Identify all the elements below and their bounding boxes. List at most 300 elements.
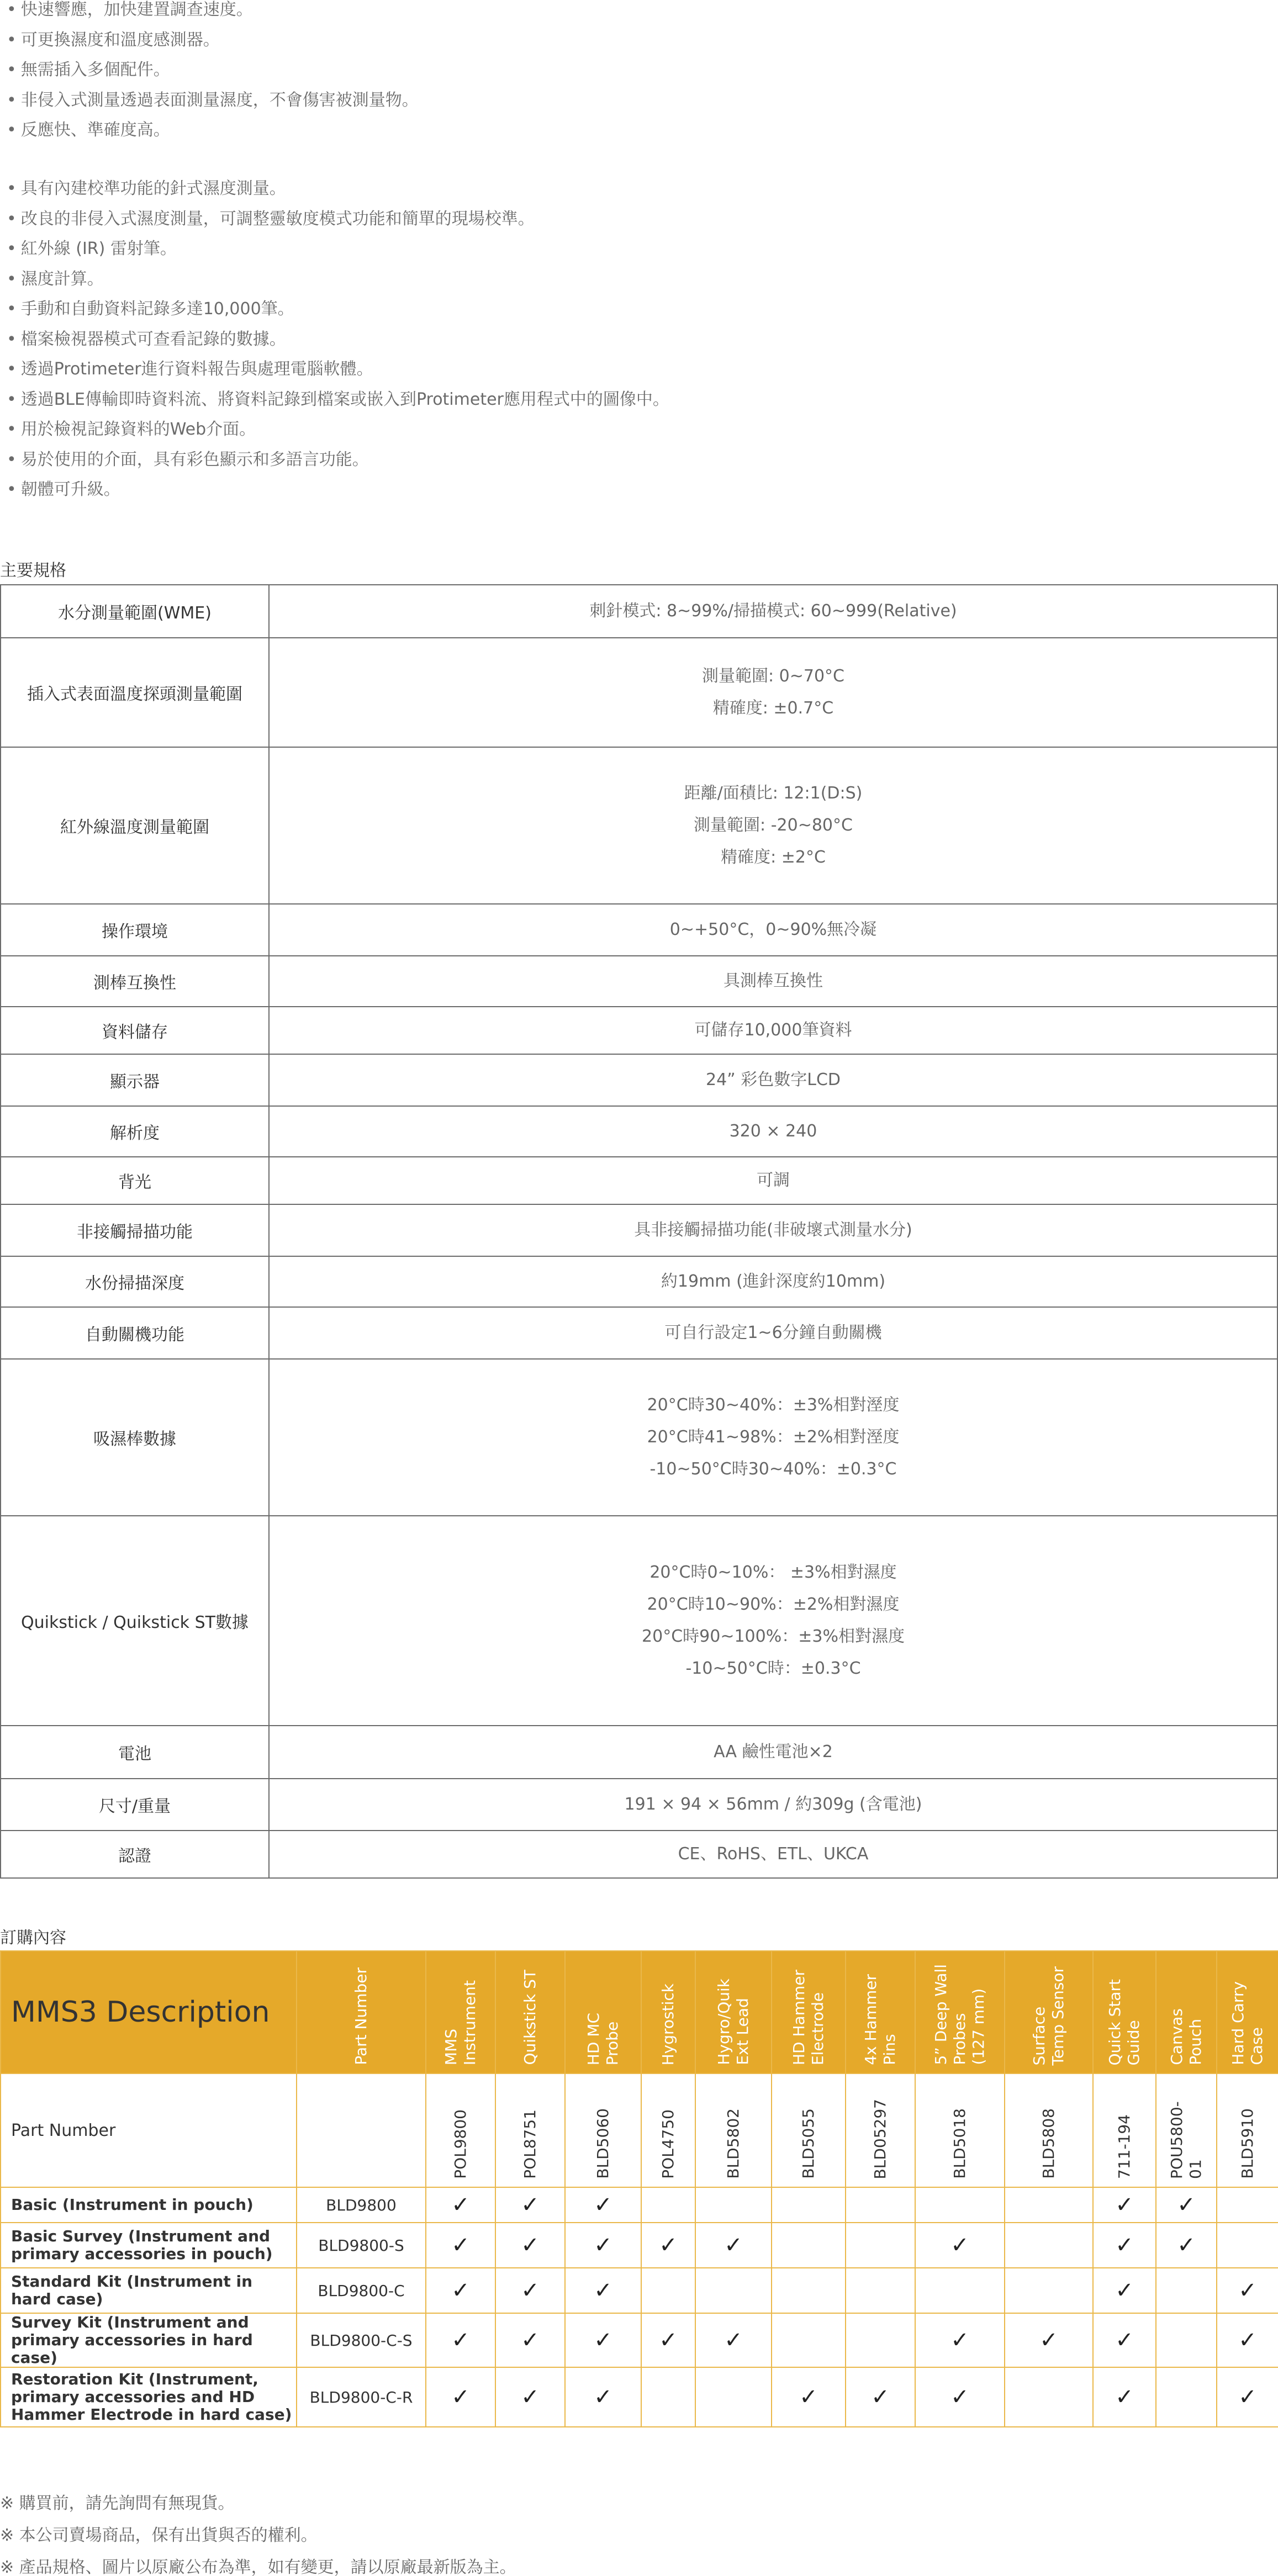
check-icon: ✓ bbox=[594, 2192, 612, 2218]
check-cell bbox=[495, 2268, 565, 2313]
check-cell bbox=[565, 2187, 641, 2223]
note-item: ※ 購買前，請先詢問有無現貨。 bbox=[0, 2494, 235, 2513]
spec-row bbox=[0, 1055, 1278, 1107]
check-icon: ✓ bbox=[1115, 2192, 1134, 2218]
check-cell bbox=[1093, 2223, 1156, 2268]
header-wrap bbox=[297, 1953, 425, 2073]
column-header bbox=[915, 1951, 1005, 2074]
check-icon: ✓ bbox=[521, 2384, 540, 2410]
spec-key: 吸濕棒數據 bbox=[1, 1360, 270, 1515]
check-cell bbox=[641, 2223, 695, 2268]
header-wrap bbox=[1217, 1953, 1278, 2073]
part-number-wrap bbox=[1094, 2076, 1155, 2187]
spec-row bbox=[0, 1831, 1278, 1879]
spec-row bbox=[0, 1360, 1278, 1516]
bullet-dot: • bbox=[7, 90, 17, 110]
spec-key: 操作環境 bbox=[1, 904, 270, 955]
spec-key: 顯示器 bbox=[1, 1055, 270, 1105]
header-wrap bbox=[642, 1953, 695, 2073]
feature-item bbox=[7, 178, 286, 200]
empty-cell bbox=[297, 2074, 426, 2187]
part-number-cell bbox=[1217, 2074, 1278, 2187]
column-header bbox=[1093, 1951, 1156, 2074]
check-icon: ✓ bbox=[659, 2328, 678, 2353]
part-number-cell bbox=[846, 2074, 915, 2187]
check-cell bbox=[1156, 2268, 1217, 2313]
kit-name: Restoration Kit (Instrument, primary accessories and HD Hammer Electrode in hard case) bbox=[1, 2367, 297, 2427]
spec-value bbox=[270, 1007, 1277, 1054]
column-header bbox=[426, 1951, 495, 2074]
header-wrap bbox=[496, 1953, 564, 2073]
check-cell bbox=[1156, 2313, 1217, 2367]
check-cell bbox=[915, 2367, 1005, 2427]
order-table bbox=[0, 1950, 1278, 2427]
order-row bbox=[1, 2367, 1278, 2427]
feature-item bbox=[7, 479, 120, 501]
bullet-dot: • bbox=[7, 480, 17, 499]
check-cell bbox=[1093, 2187, 1156, 2223]
part-number-wrap bbox=[642, 2076, 695, 2187]
feature-item bbox=[7, 449, 369, 471]
check-cell bbox=[565, 2223, 641, 2268]
header-wrap bbox=[1094, 1953, 1155, 2073]
part-number-cell bbox=[495, 2074, 565, 2187]
check-cell bbox=[495, 2223, 565, 2268]
check-cell bbox=[695, 2223, 772, 2268]
feature-item bbox=[7, 389, 669, 411]
header-wrap bbox=[772, 1953, 845, 2073]
part-number-header-text: Part Number bbox=[352, 1967, 370, 2065]
bullet-dot: • bbox=[7, 239, 17, 258]
check-icon: ✓ bbox=[1115, 2328, 1134, 2353]
column-header-text: Hard Carry Case bbox=[1229, 1981, 1266, 2065]
feature-text: 檔案檢視器模式可查看記錄的數據。 bbox=[20, 329, 286, 349]
spec-value bbox=[270, 1360, 1277, 1515]
spec-value-line: 測量範圍: -20~80°C bbox=[694, 816, 853, 835]
check-icon: ✓ bbox=[451, 2233, 470, 2258]
spec-key: 電池 bbox=[1, 1726, 270, 1778]
part-number-wrap bbox=[566, 2076, 641, 2187]
spec-value bbox=[270, 585, 1277, 637]
check-cell bbox=[695, 2313, 772, 2367]
spec-value bbox=[270, 1516, 1277, 1725]
feature-text: 具有內建校準功能的針式濕度測量。 bbox=[20, 179, 286, 198]
check-icon: ✓ bbox=[1115, 2278, 1134, 2303]
part-number-wrap bbox=[426, 2076, 495, 2187]
check-cell bbox=[846, 2313, 915, 2367]
check-icon: ✓ bbox=[1238, 2328, 1257, 2353]
part-number-cell bbox=[1093, 2074, 1156, 2187]
spec-value-line: 20°C時30~40%：±3%相對溼度 bbox=[647, 1395, 900, 1415]
order-section-title: 訂購內容 bbox=[0, 1928, 66, 1948]
part-number-cell bbox=[426, 2074, 495, 2187]
part-number-row bbox=[1, 2074, 1278, 2187]
check-cell bbox=[641, 2313, 695, 2367]
check-cell bbox=[641, 2187, 695, 2223]
part-number-wrap bbox=[496, 2076, 564, 2187]
part-number-cell bbox=[1156, 2074, 1217, 2187]
spec-value bbox=[270, 1055, 1277, 1105]
feature-item bbox=[7, 59, 170, 81]
spec-value-line: 24” 彩色數字LCD bbox=[705, 1070, 841, 1089]
bullet-dot: • bbox=[7, 449, 17, 469]
part-number-text: BLD5910 bbox=[1238, 2108, 1256, 2179]
spec-row bbox=[0, 1205, 1278, 1257]
spec-value-line: -10~50°C時30~40%：±0.3°C bbox=[649, 1459, 897, 1479]
check-icon: ✓ bbox=[1115, 2233, 1134, 2258]
check-icon: ✓ bbox=[1177, 2233, 1196, 2258]
part-number-wrap bbox=[1156, 2076, 1216, 2187]
spec-row bbox=[0, 1308, 1278, 1360]
check-icon: ✓ bbox=[451, 2278, 470, 2303]
bullet-dot: • bbox=[7, 120, 17, 140]
feature-text: 反應快、準確度高。 bbox=[20, 120, 170, 140]
check-cell bbox=[915, 2313, 1005, 2367]
feature-item bbox=[7, 419, 256, 441]
spec-table bbox=[0, 584, 1278, 1879]
spec-value-line: CE、RoHS、ETL、UKCA bbox=[678, 1844, 869, 1864]
spec-key: 解析度 bbox=[1, 1107, 270, 1156]
kit-part-number: BLD9800-S bbox=[297, 2223, 426, 2268]
feature-text: 非侵入式測量透過表面測量濕度，不會傷害被測量物。 bbox=[20, 90, 419, 110]
part-number-wrap bbox=[772, 2076, 845, 2187]
part-number-text: BLD05297 bbox=[871, 2098, 889, 2179]
part-number-text: BLD5055 bbox=[799, 2108, 817, 2179]
feature-item bbox=[7, 329, 286, 351]
spec-value-line: 距離/面積比: 12:1(D:S) bbox=[684, 784, 863, 803]
spec-key: 背光 bbox=[1, 1157, 270, 1204]
spec-row bbox=[0, 1107, 1278, 1157]
feature-text: 用於檢視記錄資料的Web介面。 bbox=[20, 420, 256, 439]
check-icon: ✓ bbox=[659, 2233, 678, 2258]
part-number-text: 711-194 bbox=[1115, 2114, 1133, 2179]
check-cell bbox=[426, 2268, 495, 2313]
check-cell bbox=[426, 2187, 495, 2223]
feature-text: 改良的非侵入式濕度測量，可調整靈敏度模式功能和簡單的現場校準。 bbox=[20, 209, 535, 229]
kit-part-number: BLD9800 bbox=[297, 2187, 426, 2223]
bullet-dot: • bbox=[7, 329, 17, 349]
part-number-wrap bbox=[1217, 2076, 1278, 2187]
spec-value-line: 精確度: ±0.7°C bbox=[712, 699, 834, 718]
spec-key: 水份掃描深度 bbox=[1, 1257, 270, 1306]
check-cell bbox=[772, 2187, 846, 2223]
part-number-row-label: Part Number bbox=[1, 2074, 297, 2187]
feature-text: 濕度計算。 bbox=[20, 269, 104, 289]
bullet-dot: • bbox=[7, 0, 17, 19]
feature-text: 快速響應，加快建置調查速度。 bbox=[20, 0, 253, 19]
order-row bbox=[1, 2223, 1278, 2268]
spec-value-line: AA 鹼性電池×2 bbox=[714, 1742, 833, 1762]
column-header-text: Surface Temp Sensor bbox=[1030, 1966, 1067, 2065]
spec-value-line: 測量範圍: 0~70°C bbox=[702, 667, 844, 686]
kit-part-number: BLD9800-C bbox=[297, 2268, 426, 2313]
spec-row bbox=[0, 748, 1278, 904]
spec-row bbox=[0, 1779, 1278, 1831]
feature-text: 韌體可升級。 bbox=[20, 480, 120, 499]
check-cell bbox=[1217, 2313, 1278, 2367]
feature-item bbox=[7, 358, 373, 380]
feature-item bbox=[7, 119, 170, 141]
spec-value-line: 20°C時0~10%： ±3%相對濕度 bbox=[649, 1563, 897, 1582]
feature-text: 透過Protimeter進行資料報告與處理電腦軟體。 bbox=[20, 359, 373, 379]
check-cell bbox=[846, 2367, 915, 2427]
part-number-cell bbox=[915, 2074, 1005, 2187]
spec-value-line: 20°C時41~98%：±2%相對溼度 bbox=[647, 1427, 900, 1447]
check-cell bbox=[1005, 2268, 1093, 2313]
spec-key: 尺寸/重量 bbox=[1, 1779, 270, 1830]
order-row bbox=[1, 2313, 1278, 2367]
column-header-text: Canvas Pouch bbox=[1168, 2008, 1205, 2065]
spec-value bbox=[270, 1831, 1277, 1877]
check-cell bbox=[495, 2187, 565, 2223]
check-cell bbox=[1217, 2223, 1278, 2268]
check-icon: ✓ bbox=[451, 2192, 470, 2218]
column-header bbox=[772, 1951, 846, 2074]
kit-name: Basic (Instrument in pouch) bbox=[1, 2187, 297, 2223]
bullet-dot: • bbox=[7, 420, 17, 439]
spec-value bbox=[270, 638, 1277, 747]
part-number-cell bbox=[1005, 2074, 1093, 2187]
bullet-dot: • bbox=[7, 60, 17, 80]
check-cell bbox=[772, 2223, 846, 2268]
kit-name: Survey Kit (Instrument and primary accessories in hard case) bbox=[1, 2313, 297, 2367]
check-cell bbox=[1005, 2187, 1093, 2223]
column-header bbox=[1156, 1951, 1217, 2074]
check-cell bbox=[1093, 2367, 1156, 2427]
bullet-dot: • bbox=[7, 179, 17, 198]
check-cell bbox=[1156, 2367, 1217, 2427]
spec-value-line: 320 × 240 bbox=[729, 1122, 817, 1141]
check-icon: ✓ bbox=[594, 2278, 612, 2303]
feature-text: 易於使用的介面，具有彩色顯示和多語言功能。 bbox=[20, 449, 369, 469]
check-cell bbox=[565, 2367, 641, 2427]
part-number-cell bbox=[772, 2074, 846, 2187]
spec-key: 非接觸掃描功能 bbox=[1, 1205, 270, 1256]
check-icon: ✓ bbox=[1115, 2384, 1134, 2410]
spec-value-line: 刺針模式: 8~99%/掃描模式: 60~999(Relative) bbox=[589, 601, 957, 621]
spec-row bbox=[0, 585, 1278, 638]
feature-text: 可更換濕度和溫度感測器。 bbox=[20, 30, 220, 50]
check-cell bbox=[695, 2367, 772, 2427]
check-icon: ✓ bbox=[594, 2328, 612, 2353]
spec-value bbox=[270, 1205, 1277, 1256]
check-icon: ✓ bbox=[451, 2384, 470, 2410]
spec-row bbox=[0, 1157, 1278, 1205]
spec-key: 水分測量範圍(WME) bbox=[1, 585, 270, 637]
spec-row bbox=[0, 1726, 1278, 1779]
part-number-cell bbox=[695, 2074, 772, 2187]
spec-key: 自動關機功能 bbox=[1, 1308, 270, 1358]
check-icon: ✓ bbox=[1039, 2328, 1058, 2353]
spec-row bbox=[0, 956, 1278, 1007]
part-number-wrap bbox=[696, 2076, 771, 2187]
check-cell bbox=[1093, 2313, 1156, 2367]
check-cell bbox=[1217, 2268, 1278, 2313]
header-wrap bbox=[846, 1953, 915, 2073]
spec-value bbox=[270, 1157, 1277, 1204]
part-number-text: BLD5808 bbox=[1039, 2108, 1058, 2179]
part-number-text: POL9800 bbox=[451, 2109, 469, 2179]
check-icon: ✓ bbox=[594, 2233, 612, 2258]
check-cell bbox=[426, 2313, 495, 2367]
check-cell bbox=[772, 2367, 846, 2427]
description-title: MMS3 Description bbox=[1, 1951, 297, 2074]
column-header-text: HD Hammer Electrode bbox=[790, 1969, 827, 2065]
bullet-dot: • bbox=[7, 209, 17, 229]
order-row bbox=[1, 2187, 1278, 2223]
feature-item bbox=[7, 268, 104, 290]
check-icon: ✓ bbox=[521, 2278, 540, 2303]
bullet-dot: • bbox=[7, 299, 17, 319]
feature-item bbox=[7, 238, 177, 260]
check-cell bbox=[495, 2367, 565, 2427]
header-wrap bbox=[1005, 1953, 1092, 2073]
check-cell bbox=[641, 2367, 695, 2427]
check-cell bbox=[1005, 2313, 1093, 2367]
check-cell bbox=[915, 2268, 1005, 2313]
spec-value bbox=[270, 904, 1277, 955]
check-cell bbox=[695, 2187, 772, 2223]
feature-text: 紅外線 (IR) 雷射筆。 bbox=[20, 239, 177, 258]
feature-item bbox=[7, 298, 294, 320]
column-header-text: HD MC Probe bbox=[584, 2012, 621, 2065]
spec-value bbox=[270, 1726, 1277, 1778]
order-row bbox=[1, 2268, 1278, 2313]
bullet-dot: • bbox=[7, 359, 17, 379]
feature-item bbox=[7, 0, 253, 21]
check-cell bbox=[495, 2313, 565, 2367]
column-header-text: 5” Deep Wall Probes (127 mm) bbox=[932, 1964, 987, 2065]
column-header-text: Quick Start Guide bbox=[1106, 1979, 1143, 2065]
part-number-text: BLD5802 bbox=[724, 2108, 742, 2179]
spec-key: 資料儲存 bbox=[1, 1007, 270, 1054]
header-wrap bbox=[566, 1953, 641, 2073]
part-number-wrap bbox=[846, 2076, 915, 2187]
column-header bbox=[565, 1951, 641, 2074]
spec-row bbox=[0, 1257, 1278, 1308]
column-header bbox=[1005, 1951, 1093, 2074]
spec-section-title: 主要規格 bbox=[0, 561, 66, 580]
column-header bbox=[641, 1951, 695, 2074]
check-cell bbox=[641, 2268, 695, 2313]
spec-value-line: -10~50°C時：±0.3°C bbox=[685, 1659, 861, 1678]
note-item: ※ 產品規格、圖片以原廠公布為準，如有變更，請以原廠最新版為主。 bbox=[0, 2558, 516, 2576]
header-wrap bbox=[426, 1953, 495, 2073]
header-wrap bbox=[1156, 1953, 1216, 2073]
check-icon: ✓ bbox=[1238, 2384, 1257, 2410]
check-cell bbox=[915, 2223, 1005, 2268]
check-cell bbox=[846, 2268, 915, 2313]
check-icon: ✓ bbox=[1238, 2278, 1257, 2303]
column-header-text: Hygro/Quik Ext Lead bbox=[715, 1979, 752, 2065]
spec-value bbox=[270, 1779, 1277, 1830]
column-header bbox=[846, 1951, 915, 2074]
part-number-cell bbox=[641, 2074, 695, 2187]
kit-name: Basic Survey (Instrument and primary accessories in pouch) bbox=[1, 2223, 297, 2268]
check-cell bbox=[1005, 2367, 1093, 2427]
part-number-text: POL4750 bbox=[659, 2109, 677, 2179]
check-cell bbox=[1217, 2367, 1278, 2427]
part-number-cell bbox=[565, 2074, 641, 2187]
check-icon: ✓ bbox=[451, 2328, 470, 2353]
column-header-text: Hygrostick bbox=[659, 1983, 677, 2065]
spec-value-line: 20°C時90~100%：±3%相對濕度 bbox=[642, 1627, 905, 1646]
spec-row bbox=[0, 1007, 1278, 1055]
check-cell bbox=[1217, 2187, 1278, 2223]
kit-part-number: BLD9800-C-S bbox=[297, 2313, 426, 2367]
bullet-dot: • bbox=[7, 269, 17, 289]
feature-item bbox=[7, 89, 419, 112]
check-icon: ✓ bbox=[521, 2328, 540, 2353]
part-number-wrap bbox=[916, 2076, 1004, 2187]
part-number-text: POU5800-01 bbox=[1168, 2101, 1205, 2179]
check-cell bbox=[426, 2223, 495, 2268]
check-cell bbox=[846, 2187, 915, 2223]
column-header-text: 4x Hammer Pins bbox=[862, 1974, 899, 2065]
spec-value bbox=[270, 1107, 1277, 1156]
spec-value-line: 具測棒互換性 bbox=[724, 971, 823, 991]
bullet-dot: • bbox=[7, 30, 17, 50]
spec-value-line: 可儲存10,000筆資料 bbox=[694, 1020, 852, 1040]
check-icon: ✓ bbox=[950, 2384, 969, 2410]
spec-value-line: 約19mm (進針深度約10mm) bbox=[661, 1272, 886, 1291]
spec-row bbox=[0, 1516, 1278, 1726]
column-header bbox=[695, 1951, 772, 2074]
header-wrap bbox=[916, 1953, 1004, 2073]
header-wrap bbox=[696, 1953, 771, 2073]
column-header bbox=[1217, 1951, 1278, 2074]
spec-key: 認證 bbox=[1, 1831, 270, 1877]
check-icon: ✓ bbox=[950, 2233, 969, 2258]
check-cell bbox=[772, 2313, 846, 2367]
check-cell bbox=[915, 2187, 1005, 2223]
part-number-header bbox=[297, 1951, 426, 2074]
spec-key: Quikstick / Quikstick ST數據 bbox=[1, 1516, 270, 1725]
check-cell bbox=[1156, 2223, 1217, 2268]
kit-name: Standard Kit (Instrument in hard case) bbox=[1, 2268, 297, 2313]
part-number-text: BLD5060 bbox=[594, 2108, 612, 2179]
spec-value bbox=[270, 1308, 1277, 1358]
feature-text: 手動和自動資料記錄多達10,000筆。 bbox=[20, 299, 294, 319]
feature-item bbox=[7, 208, 535, 230]
feature-text: 無需插入多個配件。 bbox=[20, 60, 170, 80]
feature-text: 透過BLE傳輸即時資料流、將資料記錄到檔案或嵌入到Protimeter應用程式中的圖像中。 bbox=[20, 389, 669, 409]
bullet-dot: • bbox=[7, 389, 17, 409]
check-icon: ✓ bbox=[871, 2384, 890, 2410]
part-number-wrap bbox=[1005, 2076, 1092, 2187]
check-icon: ✓ bbox=[521, 2233, 540, 2258]
order-header-row bbox=[1, 1951, 1278, 2074]
spec-key: 插入式表面溫度探頭測量範圍 bbox=[1, 638, 270, 747]
note-item: ※ 本公司賣場商品，保有出貨與否的權利。 bbox=[0, 2526, 318, 2545]
check-icon: ✓ bbox=[799, 2384, 818, 2410]
part-number-text: POL8751 bbox=[521, 2109, 539, 2179]
spec-value-line: 可調 bbox=[757, 1171, 790, 1190]
column-header-text: Quikstick ST bbox=[521, 1970, 539, 2065]
check-cell bbox=[1005, 2223, 1093, 2268]
spec-value-line: 具非接觸掃描功能(非破壞式測量水分) bbox=[634, 1220, 912, 1240]
check-icon: ✓ bbox=[521, 2192, 540, 2218]
spec-row bbox=[0, 904, 1278, 956]
spec-value bbox=[270, 956, 1277, 1006]
column-header bbox=[495, 1951, 565, 2074]
check-cell bbox=[846, 2223, 915, 2268]
part-number-text: BLD5018 bbox=[950, 2108, 969, 2179]
spec-value-line: 精確度: ±2°C bbox=[721, 848, 826, 867]
column-header-text: MMS Instrument bbox=[442, 1980, 479, 2065]
check-cell bbox=[695, 2268, 772, 2313]
check-icon: ✓ bbox=[950, 2328, 969, 2353]
